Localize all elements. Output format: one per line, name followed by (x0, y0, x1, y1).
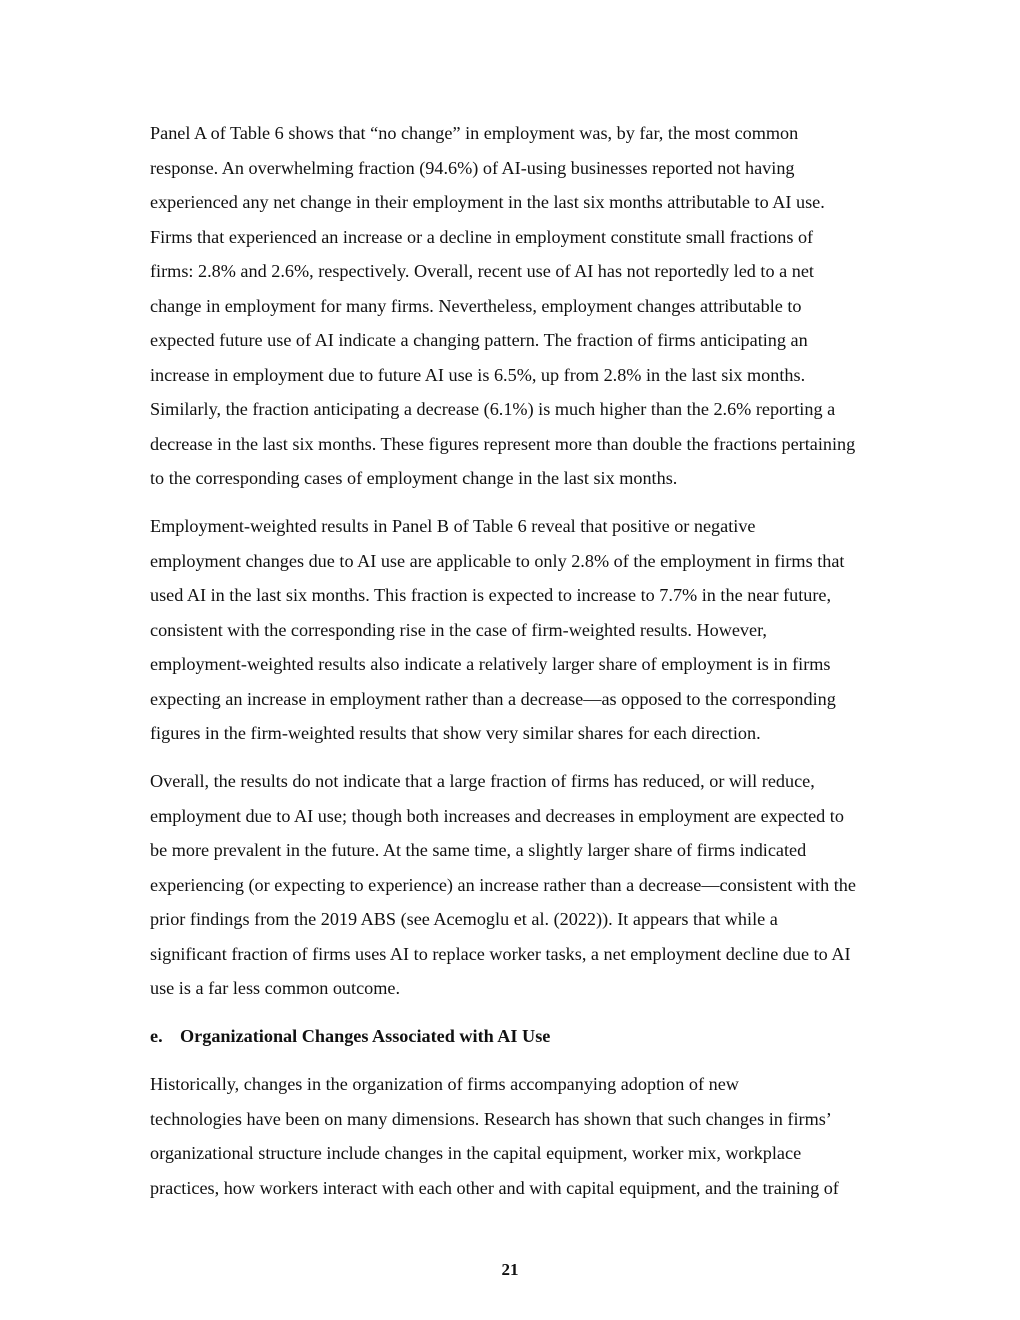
section-heading-title: Organizational Changes Associated with AI Use (180, 1026, 551, 1046)
text-line: organizational structure include changes in the capital equipment, worker mix, workplace (150, 1143, 802, 1163)
text-line: expected future use of AI indicate a changing pattern. The fraction of firms anticipating an (150, 330, 808, 350)
text-line: Panel A of Table 6 shows that “no change” in employment was, by far, the most common (150, 123, 799, 143)
text-line: employment changes due to AI use are applicable to only 2.8% of the employment in firms that (150, 550, 845, 571)
text-line: Similarly, the fraction anticipating a decrease (6.1%) is much higher than the 2.6% reporting a (150, 399, 836, 419)
body-text (120, 116, 900, 1219)
text-line: expecting an increase in employment rather than a decrease—as opposed to the corresponding (150, 688, 836, 709)
text-line: employment due to AI use; though both increases and decreases in employment are expected to (150, 805, 844, 826)
section-heading-letter: e. (150, 1026, 163, 1046)
text-line: experiencing (or expecting to experience) an increase rather than a decrease—consistent with the (150, 874, 856, 895)
text-line: employment-weighted results also indicate a relatively larger share of employment is in firms (150, 654, 831, 674)
text-line: firms: 2.8% and 2.6%, respectively. Overall, recent use of AI has not reportedly led to a net (150, 261, 814, 281)
page-number: 21 (501, 1260, 519, 1279)
text-line: prior findings from the 2019 ABS (see Acemoglu et al. (2022)). It appears that while a (150, 909, 778, 929)
text-line: be more prevalent in the future. At the same time, a slightly larger share of firms indicated (150, 840, 807, 860)
text-line: used AI in the last six months. This fraction is expected to increase to 7.7% in the near future, (150, 585, 832, 605)
text-line: use is a far less common outcome. (150, 978, 401, 998)
text-line: decrease in the last six months. These figures represent more than double the fractions pertaining (150, 433, 856, 454)
text-line: significant fraction of firms uses AI to replace worker tasks, a net employment decline due to AI (150, 943, 851, 964)
text-line: Firms that experienced an increase or a decline in employment constitute small fractions of (150, 226, 814, 247)
text-line: experienced any net change in their employment in the last six months attributable to AI use. (150, 192, 825, 212)
text-line: technologies have been on many dimensions. Research has shown that such changes in firms’ (150, 1108, 832, 1129)
text-line: consistent with the corresponding rise in the case of firm-weighted results. However, (150, 619, 767, 640)
section-heading (120, 1019, 900, 1054)
text-line: response. An overwhelming fraction (94.6%) of AI-using businesses reported not having (150, 157, 795, 178)
paragraph-panel-a (120, 116, 900, 496)
text-line: increase in employment due to future AI use is 6.5%, up from 2.8% in the last six months. (150, 364, 806, 385)
text-line: to the corresponding cases of employment change in the last six months. (150, 468, 678, 488)
text-line: practices, how workers interact with each other and with capital equipment, and the training of (150, 1177, 839, 1198)
paragraph-overall (120, 764, 900, 1006)
text-line: Employment-weighted results in Panel B of Table 6 reveal that positive or negative (150, 516, 756, 536)
paragraph-panel-b (120, 509, 900, 751)
text-line: Overall, the results do not indicate that a large fraction of firms has reduced, or will reduce, (150, 771, 815, 791)
text-line: change in employment for many firms. Nevertheless, employment changes attributable to (150, 295, 802, 316)
text-line: figures in the firm-weighted results that show very similar shares for each direction. (150, 723, 761, 743)
paragraph-historically (120, 1067, 900, 1205)
text-line: Historically, changes in the organization of firms accompanying adoption of new (150, 1074, 739, 1094)
